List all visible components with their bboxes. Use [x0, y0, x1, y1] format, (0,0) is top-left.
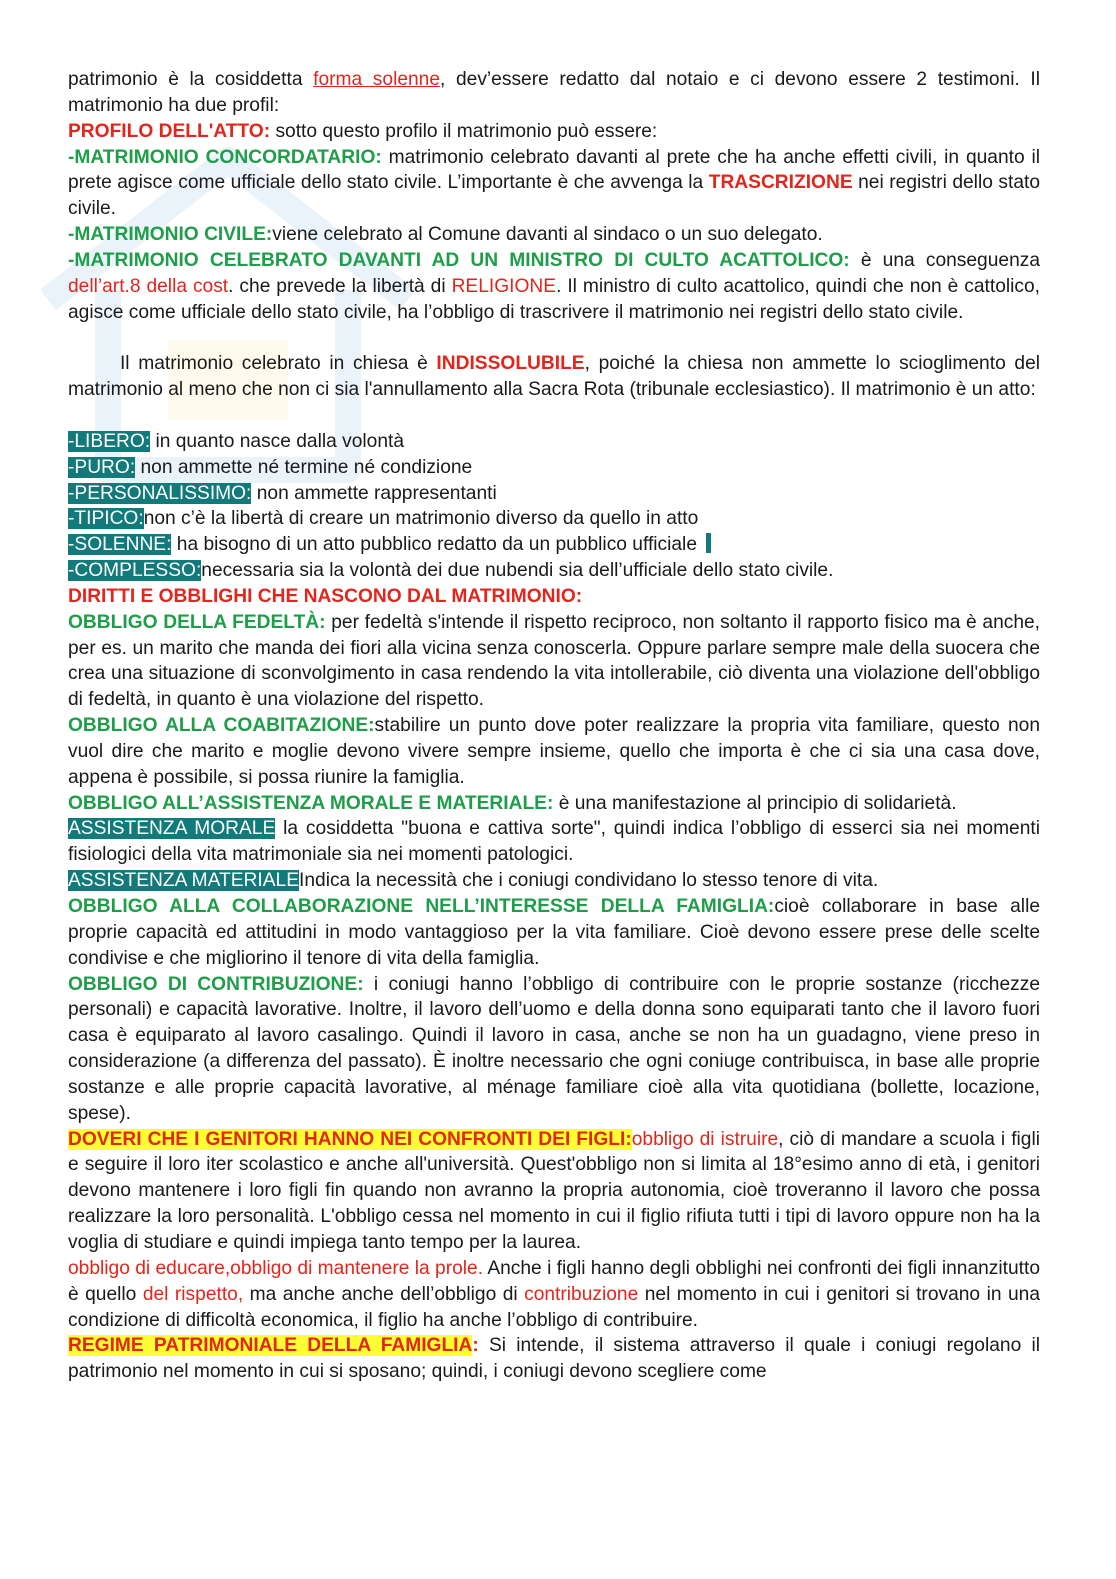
paragraph-indissolubile: Il matrimonio celebrato in chiesa è INDISSOLUBILE, poiché la chiesa non ammette lo scioglimento del matrimonio al meno che non ci sia l'annullamento alla Sacra Rota (tribunale ecclesiastico). Il matrimonio è un atto: [68, 353, 1046, 401]
label-tipico: -TIPICO: [68, 508, 144, 530]
term-rispetto: del rispetto, [142, 1283, 244, 1305]
paragraph-assistenza-materiale: ASSISTENZA MATERIALEIndica la necessità che i coniugi condividano lo stesso tenore di vita. [68, 870, 879, 892]
label-puro: -PURO: [68, 456, 136, 478]
atto-item-personalissimo: -PERSONALISSIMO: non ammette rappresentanti [68, 482, 497, 504]
document-body [68, 67, 1046, 1385]
term-religione: RELIGIONE [451, 275, 557, 297]
heading-civile: -MATRIMONIO CIVILE: [68, 224, 273, 246]
heading-concordatario: -MATRIMONIO CONCORDATARIO: [68, 146, 382, 168]
atto-item-puro: -PURO: non ammette né termine né condizione [68, 456, 473, 478]
heading-doveri-genitori: DOVERI CHE I GENITORI HANNO NEI CONFRONTI DEI FIGLI: [68, 1128, 632, 1150]
heading-acattolico: -MATRIMONIO CELEBRATO DAVANTI AD UN MINISTRO DI CULTO ACATTOLICO: [68, 249, 850, 271]
paragraph-profilo-atto: PROFILO DELL'ATTO: sotto questo profilo il matrimonio può essere: [68, 120, 658, 142]
atto-item-solenne: -SOLENNE: ha bisogno di un atto pubblico redatto da un pubblico ufficiale [68, 532, 1040, 558]
label-solenne: -SOLENNE: [68, 534, 172, 556]
atto-item-tipico: -TIPICO:non c’è la libertà di creare un matrimonio diverso da quello in atto [68, 508, 699, 530]
term-obbligo-educare: obbligo di educare,obbligo di mantenere la prole. [68, 1257, 484, 1279]
atto-item-complesso: -COMPLESSO:necessaria sia la volontà dei due nubendi sia dell’ufficiale dello stato civile. [68, 560, 834, 582]
label-assistenza-morale: ASSISTENZA MORALE [68, 818, 276, 840]
heading-profilo-atto: PROFILO DELL'ATTO: [68, 120, 271, 142]
paragraph-collaborazione: OBBLIGO ALLA COLLABORAZIONE NELL’INTERESSE DELLA FAMIGLIA:cioè collaborare in base alle proprie capacità ed attitudini in modo vantaggioso per la vita familiare. Cioè devono essere prese delle scelte condivise e che migliorino il tenore di vita della famiglia. [68, 896, 1041, 969]
heading-fedelta: OBBLIGO DELLA FEDELTÀ: [68, 611, 326, 633]
paragraph-obblighi-figli: obbligo di educare,obbligo di mantenere la prole. Anche i figli hanno degli obblighi nei confronti dei figli innanzitutto è quello del rispetto, ma anche anche dell’obbligo di contribuzione nel momento in cui i genitori si trovano in una condizione di difficoltà economica, il figlio ha anche l’obbligo di contribuire. [68, 1257, 1040, 1331]
heading-coabitazione: OBBLIGO ALLA COABITAZIONE: [68, 715, 375, 737]
paragraph-contribuzione: OBBLIGO DI CONTRIBUZIONE: i coniugi hanno l’obbligo di contribuire con le proprie sostanze (ricchezze personali) e capacità lavorative. Inoltre, il lavoro dell’uomo e della donna sono equiparati tanto che il lavoro fuori casa è equiparato al lavoro casalingo. Quindi il lavoro in casa, anche se non ha un guadagno, viene preso in considerazione (a differenza del passato). È inoltre necessario che ogni coniuge contribuisca, in base alle proprie sostanze e alle proprie capacità lavorative, al ménage familiare cioè alla vita quotidiana (bollette, locazione, spese). [68, 973, 1040, 1124]
paragraph-regime-patrimoniale: REGIME PATRIMONIALE DELLA FAMIGLIA: Si intende, il sistema attraverso il quale i coniugi regolano il patrimonio nel momento in cui si sposano; quindi, i coniugi devono scegliere come [68, 1335, 1040, 1383]
term-contribuzione: contribuzione [524, 1283, 639, 1305]
label-assistenza-materiale: ASSISTENZA MATERIALE [68, 870, 300, 892]
paragraph-fedelta: OBBLIGO DELLA FEDELTÀ: per fedeltà s'intende il rispetto reciproco, non soltanto il rapporto fisico ma è anche, per es. un marito che manda dei fiori alla vicina senza conoscerla. Oppure parlare sempre male della suocera che crea una situazione di sconvolgimento in casa rendendo la vita intollerabile, ciò diventa una violazione dell'obbligo di fedeltà, in quanto è una violazione del rispetto. [68, 611, 1041, 711]
label-libero: -LIBERO: [68, 430, 151, 452]
heading-diritti-obblighi: DIRITTI E OBBLIGHI CHE NASCONO DAL MATRIMONIO: [68, 585, 583, 607]
paragraph-acattolico: -MATRIMONIO CELEBRATO DAVANTI AD UN MINISTRO DI CULTO ACATTOLICO: è una conseguenza dell’art.8 della cost. che prevede la libertà di RELIGIONE. Il ministro di culto acattolico, quindi che non è cattolico, agisce come ufficiale dello stato civile, ha l’obbligo di trascrivere il matrimonio nei registri dello stato civile. [68, 249, 1041, 323]
paragraph-concordatario: -MATRIMONIO CONCORDATARIO: matrimonio celebrato davanti al prete che ha anche effetti civili, in quanto il prete agisce come ufficiale dello stato civile. L’importante è che avvenga la TRASCRIZIONE nei registri dello stato civile. [68, 146, 1040, 220]
paragraph-forma-solenne: patrimonio è la cosiddetta forma solenne, dev’essere redatto dal notaio e ci devono essere 2 testimoni. Il matrimonio ha due profil: [68, 69, 1041, 116]
forma-solenne-link: forma solenne [313, 69, 441, 90]
paragraph-assistenza: OBBLIGO ALL’ASSISTENZA MORALE E MATERIALE: è una manifestazione al principio di solidarietà. [68, 792, 957, 814]
label-personalissimo: -PERSONALISSIMO: [68, 482, 252, 504]
term-obbligo-istruire: obbligo di istruire [631, 1128, 779, 1150]
ref-art8: dell’art.8 della cost [68, 275, 229, 297]
label-complesso: -COMPLESSO: [68, 560, 202, 582]
heading-assistenza: OBBLIGO ALL’ASSISTENZA MORALE E MATERIALE: [68, 792, 554, 814]
paragraph-doveri-genitori: DOVERI CHE I GENITORI HANNO NEI CONFRONTI DEI FIGLI:obbligo di istruire, ciò di mandare a scuola i figli e seguire il loro iter scolastico e anche all'università. Quest'obbligo non si limita al 18°esimo anno di età, i genitori devono mantenere i loro figli fin quando non avranno la propria autonomia, cioè troveranno il lavoro che possa realizzare la loro personalità. L'obbligo cessa nel momento in cui il figlio rifiuta tutti i tipi di lavoro oppure non ha la voglia di studiare e quindi impiega tanto tempo per la laurea. [68, 1128, 1040, 1253]
heading-collaborazione: OBBLIGO ALLA COLLABORAZIONE NELL’INTERESSE DELLA FAMIGLIA: [68, 896, 775, 917]
paragraph-assistenza-morale: ASSISTENZA MORALE la cosiddetta "buona e cattiva sorte", quindi indica l’obbligo di esserci sia nei momenti fisiologici della vita matrimoniale sia nei momenti patologici. [68, 818, 1040, 866]
heading-contribuzione: OBBLIGO DI CONTRIBUZIONE: [68, 973, 364, 995]
term-indissolubile: INDISSOLUBILE [436, 353, 585, 375]
term-trascrizione: TRASCRIZIONE [708, 172, 853, 194]
atto-item-libero: -LIBERO: in quanto nasce dalla volontà [68, 430, 404, 452]
paragraph-civile: -MATRIMONIO CIVILE:viene celebrato al Comune davanti al sindaco o un suo delegato. [68, 224, 823, 246]
heading-regime-patrimoniale: REGIME PATRIMONIALE DELLA FAMIGLIA [68, 1335, 473, 1357]
highlight-mark [706, 533, 711, 553]
paragraph-coabitazione: OBBLIGO ALLA COABITAZIONE:stabilire un punto dove poter realizzare la propria vita familiare, questo non vuol dire che marito e moglie devono vivere sempre insieme, quello che importa è che ci sia una casa dove, appena è possibile, si possa riunire la famiglia. [68, 715, 1040, 788]
